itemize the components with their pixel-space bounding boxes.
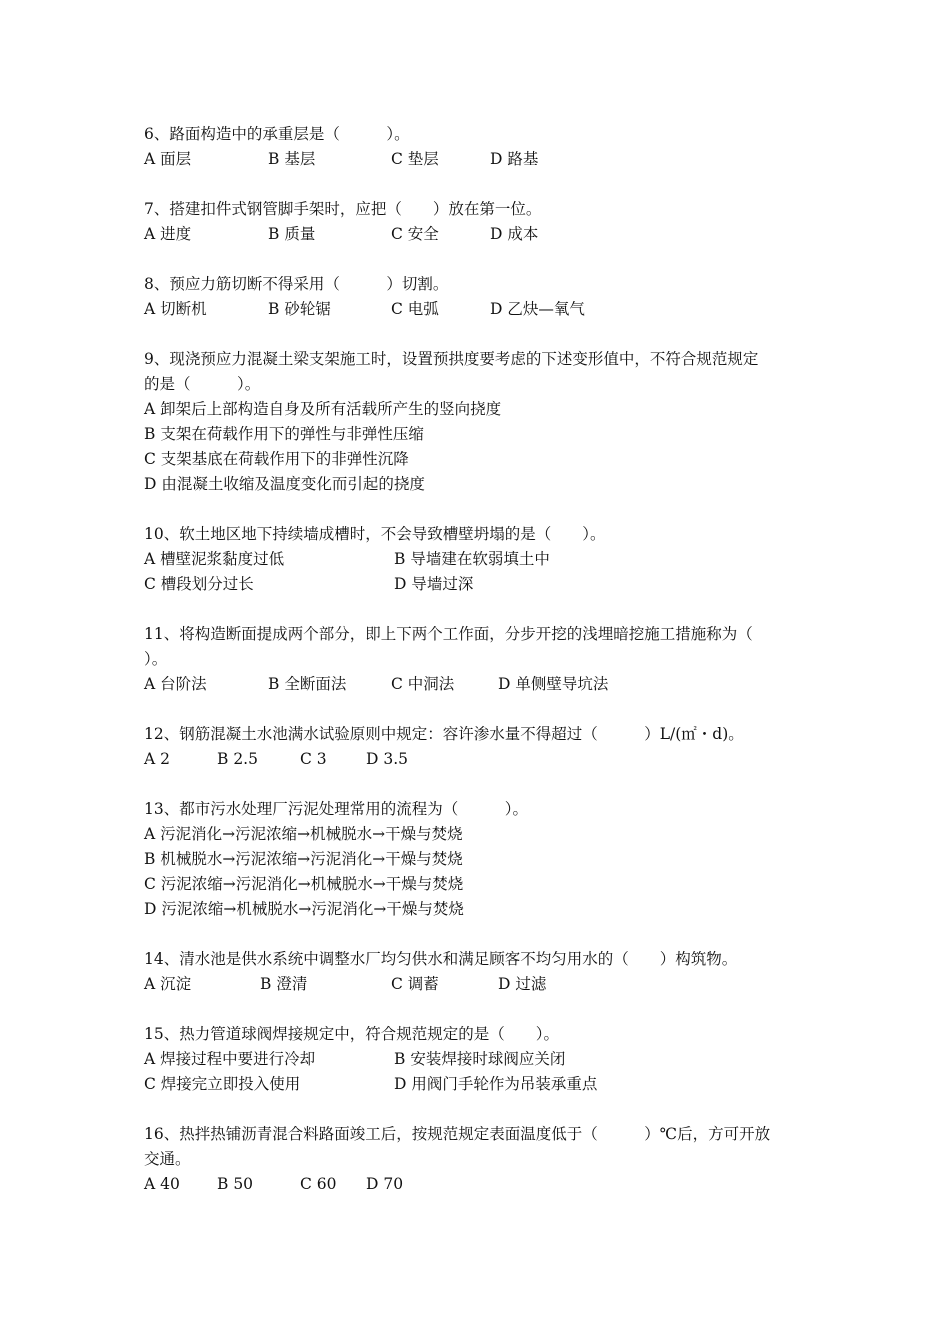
option-row [144, 822, 814, 847]
question-12 [144, 722, 814, 772]
option-row [144, 1072, 814, 1097]
answer-option: D 70 [366, 1175, 404, 1193]
answer-option: D 用阀门手轮作为吊装承重点 [394, 1075, 598, 1093]
question-stem-line: 交通。 [144, 1150, 191, 1168]
answer-option: D 由混凝土收缩及温度变化而引起的挠度 [144, 475, 425, 493]
answer-option: B 机械脱水→污泥浓缩→污泥消化→干燥与焚烧 [144, 850, 463, 868]
answer-option: D 过滤 [498, 975, 547, 993]
question-stem-line: 15、热力管道球阀焊接规定中，符合规范规定的是（ ）。 [144, 1025, 559, 1043]
option-row [144, 397, 814, 422]
answer-option: C 电弧 [391, 300, 439, 318]
question-16 [144, 1122, 814, 1197]
answer-option: C 污泥浓缩→污泥消化→机械脱水→干燥与焚烧 [144, 875, 464, 893]
option-row [144, 297, 814, 322]
answer-option: B 导墙建在软弱填土中 [394, 550, 550, 568]
answer-option: C 垫层 [391, 150, 439, 168]
answer-option: A 槽壁泥浆黏度过低 [144, 550, 285, 568]
answer-option: B 安装焊接时球阀应关闭 [394, 1050, 566, 1068]
question-stem-line: 11、将构造断面提成两个部分，即上下两个工作面，分步开挖的浅埋暗挖施工措施称为（ [144, 625, 753, 643]
answer-option: D 成本 [490, 225, 539, 243]
answer-option: A 台阶法 [144, 675, 207, 693]
question-stem-line: 的是（ ）。 [144, 375, 261, 393]
answer-option: C 3 [300, 750, 327, 768]
option-row [144, 447, 814, 472]
answer-option: C 安全 [391, 225, 439, 243]
answer-option: B 质量 [268, 225, 316, 243]
question-stem-line: ）。 [144, 650, 168, 668]
question-stem-line: 14、清水池是供水系统中调整水厂均匀供水和满足顾客不均匀用水的（ ）构筑物。 [144, 950, 738, 968]
answer-option: B 支架在荷载作用下的弹性与非弹性压缩 [144, 425, 424, 443]
question-9 [144, 347, 814, 497]
question-11 [144, 622, 814, 697]
question-stem-line: 16、热拌热铺沥青混合料路面竣工后，按规范规定表面温度低于（ ）℃后，方可开放 [144, 1125, 771, 1143]
question-list [144, 122, 814, 1222]
question-13 [144, 797, 814, 922]
option-row [144, 672, 814, 697]
option-row [144, 472, 814, 497]
answer-option: B 基层 [268, 150, 316, 168]
option-row [144, 222, 814, 247]
answer-option: A 污泥消化→污泥浓缩→机械脱水→干燥与焚烧 [144, 825, 463, 843]
answer-option: D 3.5 [366, 750, 409, 768]
question-7 [144, 197, 814, 247]
answer-option: A 焊接过程中要进行冷却 [144, 1050, 316, 1068]
answer-option: C 支架基底在荷载作用下的非弹性沉降 [144, 450, 409, 468]
answer-option: D 导墙过深 [394, 575, 474, 593]
answer-option: D 单侧壁导坑法 [498, 675, 609, 693]
question-6 [144, 122, 814, 172]
option-row [144, 422, 814, 447]
answer-option: A 进度 [144, 225, 192, 243]
answer-option: A 切断机 [144, 300, 207, 318]
question-stem-line: 7、搭建扣件式钢管脚手架时，应把（ ）放在第一位。 [144, 200, 542, 218]
answer-option: A 沉淀 [144, 975, 192, 993]
option-row [144, 872, 814, 897]
option-row [144, 1047, 814, 1072]
answer-option: B 50 [217, 1175, 254, 1193]
answer-option: A 面层 [144, 150, 192, 168]
option-row [144, 1172, 814, 1197]
answer-option: D 污泥浓缩→机械脱水→污泥消化→干燥与焚烧 [144, 900, 464, 918]
question-stem-line: 8、预应力筋切断不得采用（ ）切割。 [144, 275, 449, 293]
option-row [144, 847, 814, 872]
option-row [144, 547, 814, 572]
option-row [144, 972, 814, 997]
option-row [144, 147, 814, 172]
question-8 [144, 272, 814, 322]
answer-option: B 砂轮锯 [268, 300, 331, 318]
option-row [144, 897, 814, 922]
answer-option: A 2 [144, 750, 170, 768]
answer-option: B 全断面法 [268, 675, 347, 693]
answer-option: B 2.5 [217, 750, 258, 768]
option-row [144, 747, 814, 772]
question-stem-line: 9、现浇预应力混凝土梁支架施工时，设置预拱度要考虑的下述变形值中，不符合规范规定 [144, 350, 759, 368]
answer-option: D 路基 [490, 150, 539, 168]
answer-option: D 乙炔—氧气 [490, 300, 585, 318]
question-stem-line: 6、路面构造中的承重层是（ ）。 [144, 125, 410, 143]
question-14 [144, 947, 814, 997]
answer-option: A 卸架后上部构造自身及所有活载所产生的竖向挠度 [144, 400, 502, 418]
answer-option: C 焊接完立即投入使用 [144, 1075, 301, 1093]
answer-option: C 槽段划分过长 [144, 575, 254, 593]
question-10 [144, 522, 814, 597]
question-stem-line: 10、软土地区地下持续墙成槽时，不会导致槽壁坍塌的是（ ）。 [144, 525, 606, 543]
option-row [144, 572, 814, 597]
question-15 [144, 1022, 814, 1097]
question-stem-line: 12、钢筋混凝土水池满水试验原则中规定：容许渗水量不得超过（ ）L/(㎡・d)。 [144, 725, 744, 743]
answer-option: C 中洞法 [391, 675, 455, 693]
question-stem-line: 13、都市污水处理厂污泥处理常用的流程为（ ）。 [144, 800, 528, 818]
answer-option: C 调蓄 [391, 975, 439, 993]
answer-option: C 60 [300, 1175, 337, 1193]
answer-option: B 澄清 [260, 975, 308, 993]
answer-option: A 40 [144, 1175, 180, 1193]
